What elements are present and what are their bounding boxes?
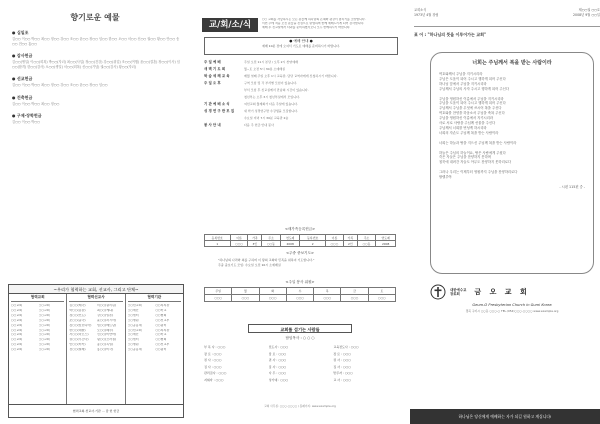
- partner-item: 홍○○(미국): [96, 348, 114, 352]
- partner-item: ○○복지관: [155, 328, 170, 332]
- office-contact: 교회 사무실: ○○○-○○○○ / 홈페이지: www.example.org: [264, 404, 336, 408]
- partner-list: [11, 304, 64, 352]
- partner-item: ○○선교회: [127, 328, 142, 332]
- schedule-value: 여선교회 월례회가 다음 주일에 있습니다.: [244, 102, 299, 106]
- cover-panel: [410, 0, 600, 424]
- partner-item: 이○○(필리핀): [96, 304, 117, 307]
- staff-member: 장 로 : ○○○: [204, 351, 222, 356]
- new-family-table: [204, 234, 396, 247]
- intro-line: 이번 주에 처음 오신 분들을 진심으로 환영하며 함께 예배드리게 되어 감사합니다.: [262, 21, 365, 25]
- partner-item: 최○○(케냐): [96, 308, 114, 312]
- table-cell: 2인: [343, 241, 357, 247]
- new-family-title: <새가족등록헌금>: [284, 227, 316, 231]
- table-cell: ○○동: [357, 241, 376, 247]
- divider: [414, 26, 600, 27]
- partner-item: ○○선교회: [127, 304, 142, 307]
- partner-item: 안○○(터키): [69, 343, 86, 347]
- partner-item: 정○○(인도): [69, 313, 86, 317]
- schedule-label: 학 습 세 례 교 육: [204, 74, 230, 78]
- partner-item: ○○교회: [11, 308, 23, 312]
- scripture-line: 주님을 영원하신 이름에서 지키시리라: [439, 116, 494, 121]
- scripture-line: 사로 서로 사랑을 주님께 선물을 주신다: [439, 121, 496, 126]
- scripture-reference: - 시편 115편 중 -: [559, 184, 585, 189]
- partner-item: ○○쉼터: [155, 348, 167, 352]
- partner-item: ○○교회: [11, 338, 23, 342]
- news-panel: [200, 0, 400, 424]
- table-header-cell: 연도제: [376, 235, 396, 241]
- partner-item: ○○협회: [155, 313, 167, 317]
- scripture-line: 주님께서 너희를 번성케 하시리라: [439, 125, 487, 130]
- usher-table: [204, 287, 396, 302]
- staff-member: 교 사 : ○○○: [333, 377, 351, 382]
- partner-list: [69, 304, 122, 352]
- table-cell: 2008: [376, 241, 396, 247]
- schedule-row: [204, 95, 398, 100]
- table-cell: ○○○: [314, 295, 341, 302]
- table-cell: ○○○: [325, 241, 343, 247]
- schedule-row: [204, 102, 398, 107]
- table-cell: ○○○: [232, 295, 259, 302]
- scripture-line: 주님께서 주님을 무엇에 쓰시어 복을 주신다: [439, 106, 502, 111]
- partner-column-head: 협력교회: [11, 295, 64, 302]
- table-header-cell: 주일: [205, 288, 232, 295]
- table-header-cell: 화: [259, 288, 286, 295]
- offering-group: [12, 53, 180, 69]
- usher-title: <주일 봉사 위원>: [285, 280, 315, 284]
- partner-item: ○○센터: [127, 313, 139, 317]
- partner-item: ○○쉼터: [155, 323, 167, 327]
- table-row: [205, 241, 396, 247]
- offering-group: [12, 95, 180, 107]
- scripture-line: 너희의 자손도 주님께 복을 받는 사람이라: [439, 130, 499, 135]
- partner-item: ○○재단: [127, 308, 139, 312]
- schedule-row: [204, 88, 398, 93]
- table-cell: ○○○: [205, 295, 232, 302]
- table-header-cell: 가족: [343, 235, 357, 241]
- schedule-label: [204, 95, 244, 100]
- partners-title: ~우리가 협력하는 교회, 선교사, 그리고 단체~: [9, 285, 183, 294]
- partner-column-head: 협력기관: [128, 295, 181, 302]
- scripture-line: 죽은 자들은 주님을 찬양하지 못하며: [439, 155, 491, 160]
- table-cell: ○○○: [286, 295, 313, 302]
- staff-member: 전도사 : ○○○: [268, 345, 289, 349]
- denomination-line: 대한예수교: [450, 287, 467, 292]
- partner-item: 장○○(캄보디아): [69, 323, 92, 327]
- partner-item: ○○학교: [155, 333, 167, 337]
- schedule-value: 매월 첫째 주일 오후 1시 교육관, 담당 교역자에게 신청하시기 바랍니다.: [244, 74, 338, 78]
- church-motto-line: 표 어 : "하나님의 뜻을 이루어가는 교회": [414, 32, 487, 37]
- partner-item: 권○○(우간다): [69, 338, 89, 342]
- staff-member: 권 사 : ○○○: [204, 358, 222, 362]
- schedule-row: [204, 60, 398, 65]
- footer-motto: 하나님은 당신에게 예배하는 자가 되길 원하고 계십니다!: [410, 409, 600, 424]
- offering-group-head: ● 선교헌금: [12, 76, 33, 81]
- table-header-cell: 연도제: [280, 235, 300, 241]
- table-header-cell: 주소: [262, 235, 281, 241]
- partner-item: 임○○(베트남): [96, 323, 117, 327]
- partner-item: 황○○(브라질): [96, 338, 117, 342]
- table-cell: ○○○: [368, 295, 395, 302]
- partner-item: 김○○(태국): [69, 304, 86, 307]
- table-cell: ○○○: [341, 295, 368, 302]
- schedule-list: [204, 60, 398, 130]
- staff-member: 관리집사 : ○○○: [204, 371, 227, 375]
- table-header-cell: 가족: [248, 235, 262, 241]
- schedule-value: 수요일 저녁 7시 30분 교육관 2층: [244, 116, 289, 120]
- schedule-value: 구역 모임 및 각 부서별 모임이 있습니다.: [244, 81, 298, 85]
- church-identity: [430, 284, 594, 313]
- news-intro: [262, 18, 400, 29]
- offering-panel: [0, 0, 190, 424]
- partner-item: ○○교회: [38, 313, 50, 317]
- offering-group-body: 김○○ 이○○ 박○○: [12, 120, 40, 124]
- partner-item: 오○○(페루): [96, 328, 114, 332]
- partner-item: ○○교회: [11, 318, 23, 322]
- schedule-label: 새 벽 기 도 회: [204, 67, 226, 71]
- offering-group-body: 김○○ 이○○ 박○○ 최○○ 정○○: [12, 101, 60, 106]
- staff-member: 반주자 : ○○○: [333, 371, 353, 375]
- partner-item: ○○교회: [11, 333, 23, 337]
- scripture-line: 여호와께서 주님을 지키시리라: [439, 72, 483, 76]
- schedule-value: 다음 주 헌금·안내 봉사: [244, 123, 274, 127]
- partner-item: ○○교회: [38, 308, 50, 312]
- table-header-cell: 등록번호: [205, 235, 231, 241]
- intro-line: ○○ 교회를 사랑하시는 모든 분들께 하나님의 은혜와 평강이 넘치기를 소망합니다.: [262, 18, 366, 21]
- partner-item: ○○교회: [38, 328, 50, 332]
- staff-member: 집 사 : ○○○: [204, 364, 222, 369]
- partner-item: ○○재단: [127, 333, 139, 337]
- partner-item: ○○교회: [38, 348, 50, 352]
- table-cell: 3인: [248, 241, 262, 247]
- prayer-box: [218, 258, 382, 267]
- partner-item: 서○○(라오스): [69, 333, 89, 337]
- worship-notice: [204, 37, 398, 55]
- offering-list: [12, 30, 180, 132]
- scripture-line: 할렐루야: [439, 175, 452, 180]
- scripture-line: 너희는 하늘과 땅을 지으신 주님께 복을 받는 사람이라: [439, 140, 517, 145]
- partner-item: 조○○(중국): [69, 318, 86, 322]
- partner-item: ○○학교: [155, 308, 167, 312]
- table-header-cell: 주소: [357, 235, 376, 241]
- schedule-value: 주일 오전 11시 본당 / 오후 2시 찬양예배: [244, 60, 298, 64]
- table-header-cell: 이름: [325, 235, 343, 241]
- partner-item: ○○교회: [11, 323, 23, 327]
- partner-item: ○○교회: [38, 323, 50, 327]
- offering-group: [12, 76, 180, 88]
- scripture-line: 주님은 도움이 되어 주시고 행하게 되어 주신다: [439, 76, 506, 81]
- table-row: [205, 295, 396, 302]
- scripture-line: 주님을 도움이 되어 주시고 행하게 되어 주신다: [439, 101, 506, 106]
- partner-item: ○○교회: [11, 328, 23, 332]
- partner-item: ○○공동체: [127, 348, 142, 352]
- partner-item: 강○○(일본): [96, 313, 114, 317]
- offering-group-body: 김○○ 이○○ 박○○ 최○○ 정○○ 강○○ 조○○ 윤○○ 장○○ 임○○: [12, 83, 108, 87]
- partners-columns: [9, 294, 183, 404]
- staff-member: 집 사 : ○○○: [333, 364, 351, 369]
- schedule-value: 부서 모임 후 친교실에서 만남의 시간이 있습니다.: [244, 88, 309, 92]
- worship-notice-head: ● 예배 안내 ●: [289, 39, 313, 43]
- partner-item: ○○교회: [11, 304, 23, 307]
- prayer-line: "하나님의 나라와 의를 구하며 이 땅의 교회와 민족을 위하여 기도합니다.": [218, 258, 315, 262]
- partner-item: 신○○(미얀마): [96, 333, 117, 337]
- offering-group: [12, 113, 180, 125]
- church-english-name: Geum-O Presbyterian Church in Gumi Korea: [472, 303, 552, 307]
- staff-member: 장 로 : ○○○: [333, 351, 351, 356]
- table-header-cell: 수: [286, 288, 313, 295]
- founding-date: 1973년 4월 창립: [414, 12, 439, 17]
- table-cell: 2: [300, 241, 326, 247]
- staff-member: 사 무 : ○○○: [268, 371, 287, 375]
- partner-column-head: 협력선교사: [69, 295, 122, 302]
- table-cell: 2008: [280, 241, 300, 247]
- bulletin-header-row: [414, 13, 600, 18]
- offering-group-head: ● 구제·장학헌금: [12, 113, 42, 118]
- table-cell: 1: [205, 241, 231, 247]
- table-header-row: [205, 288, 396, 295]
- schedule-label: 주 일 오 후: [204, 81, 221, 85]
- intro-line: 예배 후 친교실에서 다과를 준비하였사오니 모두 함께하시기 바랍니다.: [262, 25, 351, 29]
- staff-heading: 교회를 섬기는 사람들: [248, 324, 352, 333]
- offering-group-head: ● 건축헌금: [12, 94, 33, 100]
- staff-member: 권 사 : ○○○: [268, 358, 287, 362]
- bulletin-date: 2008년 9월 ○○일: [573, 12, 600, 17]
- table-cell: ○○○: [230, 241, 248, 247]
- schedule-row: [204, 116, 398, 121]
- table-header-cell: 토: [368, 288, 395, 295]
- offering-group-head: ● 감사헌금: [12, 53, 33, 58]
- schedule-row: [204, 81, 398, 86]
- partner-item: ○○교회: [38, 338, 50, 342]
- partner-item: ○○협회: [155, 338, 167, 342]
- schedule-label: [204, 116, 244, 121]
- scripture-line: 주님을 영원하신 이름에서 주님을 지키시리라: [439, 96, 504, 101]
- offering-title: 향기로운 예물: [70, 13, 120, 22]
- scripture-line: 주님께서 주님의 사자 주시고 행하게 되어 주신다: [439, 86, 509, 91]
- scripture-line: 그러나 우리는 이제부터 영원까지 주님을 찬양하리로다: [439, 170, 518, 175]
- senior-pastor: 담임목사 : ○ ○ ○: [285, 336, 315, 340]
- partner-item: ○○교회: [38, 343, 50, 347]
- offering-group-body: 김○○ 이○○ 박○○ 최○○ 정○○ 강○○ 조○○ 윤○○ 장○○ 임○○ 한○○ 오○○ 서○○ 신○○ 권○○ 황○○ 안○○ 송○○ 전○○ 홍○○: [12, 37, 180, 46]
- church-name-row: [430, 284, 594, 300]
- schedule-value: 월~토 오전 5시 30분 소예배실: [244, 67, 286, 71]
- partner-item: 윤○○(러시아): [96, 318, 117, 322]
- offering-group-head: ● 십일조: [12, 30, 29, 35]
- church-emblem-icon: [430, 284, 446, 300]
- partner-item: ○○선교부: [155, 318, 170, 322]
- partner-orgs-column: [126, 294, 183, 404]
- schedule-row: [204, 67, 398, 72]
- schedule-label: [204, 88, 244, 93]
- staff-list: [204, 344, 396, 383]
- table-header-cell: 월: [232, 288, 259, 295]
- partner-item: ○○선교부: [155, 343, 170, 347]
- partner-item: ○○공동체: [127, 323, 142, 327]
- scripture-box: [430, 52, 594, 274]
- schedule-row: [204, 74, 398, 79]
- scripture-line: 하나님 앞에서 주님을 지키시리라: [439, 81, 487, 86]
- partner-item: 송○○(독일): [96, 343, 114, 347]
- prayer-line: 주중 중보기도 모임: 수요일 오전 10시 소예배실: [218, 262, 281, 267]
- table-header-cell: 금: [341, 288, 368, 295]
- partner-missionaries-column: [67, 294, 125, 404]
- offering-group-body: 김○○(생일) 이○○(회복) 박○○(자녀) 최○○(사업) 정○○(건강) 강○○(취업) 조○○(여행) 윤○○(결혼) 장○○(이사) 임○○(합격) 한○○(감사) 오○○(생일) 서○○(회복) 신○○(기념) 권○○(감사) 황○○(자녀): [12, 60, 180, 69]
- table-header-cell: 목: [314, 288, 341, 295]
- table-header-cell: 등록번호: [300, 235, 326, 241]
- church-name: 금 오 교 회: [474, 288, 530, 296]
- table-cell: ○○○: [259, 295, 286, 302]
- partner-item: ○○복지관: [155, 304, 170, 307]
- staff-member: 지휘자 : ○○○: [204, 377, 224, 382]
- bulletin-header: [414, 8, 600, 17]
- denomination-line: 장로회: [450, 292, 460, 296]
- scripture-line: 여호와를 찬양을 하옵소서 주님을 축복 주신다: [439, 111, 505, 116]
- worship-notice-body: 예배 10분 전에 오셔서 기도로 예배를 준비하시기 바랍니다.: [261, 44, 341, 48]
- schedule-value: 새 학기 성경연구반 수강생을 모집합니다.: [244, 109, 299, 113]
- staff-member: 권 사 : ○○○: [333, 358, 351, 362]
- partner-item: ○○교회: [38, 333, 50, 337]
- denomination: [450, 288, 474, 297]
- staff-member: 장 로 : ○○○: [268, 351, 287, 356]
- offering-group: [12, 30, 180, 46]
- partner-item: ○○교회: [11, 348, 23, 352]
- partner-item: ○○교회: [11, 343, 23, 347]
- partner-item: ○○병원: [127, 343, 139, 347]
- staff-member: 부 목 사 : ○○○: [204, 345, 226, 349]
- scripture-line: 침묵에 내려간 자들도 아무도 찬양하지 못하리로다: [439, 160, 512, 165]
- news-logo: 교/회/소/식: [202, 18, 258, 32]
- staff-member: 성가대 : ○○○: [268, 377, 289, 382]
- scripture-title: 너희는 주님께서 복을 받는 사람이라: [472, 60, 552, 66]
- partner-item: 한○○(네팔): [69, 328, 86, 332]
- partner-item: ○○교회: [11, 313, 23, 317]
- church-address: 경북 구미시 ○○동 ○○○-○ TEL.(054)○○○-○○○○ www.example.org: [465, 309, 559, 313]
- partner-item: ○○센터: [127, 338, 139, 342]
- schedule-label: 주 일 예 배: [204, 60, 221, 64]
- schedule-label: 성 경 연 구 반 모 집: [204, 109, 235, 113]
- partner-item: ○○교회: [38, 318, 50, 322]
- partner-list: [128, 304, 181, 352]
- partners-footer: 협력교회·선교사·기관 … 담 헌 헌금: [9, 404, 183, 417]
- partner-item: 전○○(칠레): [69, 348, 86, 352]
- prayer-title: <주중 중보기도>: [286, 251, 314, 255]
- partner-item: ○○병원: [127, 318, 139, 322]
- bulletin-label: 교회소식: [414, 8, 427, 12]
- staff-member: 집 사 : ○○○: [268, 364, 287, 369]
- table-header-cell: 이름: [230, 235, 248, 241]
- scripture-line: 하늘은 주님의 하늘이요, 땅은 사람에게 주셨다: [439, 150, 506, 155]
- staff-member: 교육전도사 : ○○○: [333, 345, 359, 349]
- bulletin-volume: 제○○권 ○○호: [578, 8, 600, 12]
- schedule-row: [204, 109, 398, 114]
- schedule-label: 기 관 예 배 소 식: [204, 102, 230, 106]
- scripture-lines: [439, 72, 585, 180]
- partner-item: ○○교회: [38, 304, 50, 307]
- schedule-row: [204, 123, 398, 128]
- schedule-value: 청년부는 오후 3시 청년부실에서 모입니다.: [244, 95, 300, 99]
- schedule-label: 봉 사 안 내: [204, 123, 221, 127]
- partners-box: [8, 284, 184, 418]
- partner-churches-column: [9, 294, 67, 404]
- table-cell: ○○동: [262, 241, 281, 247]
- partner-item: 박○○(몽골): [69, 308, 86, 312]
